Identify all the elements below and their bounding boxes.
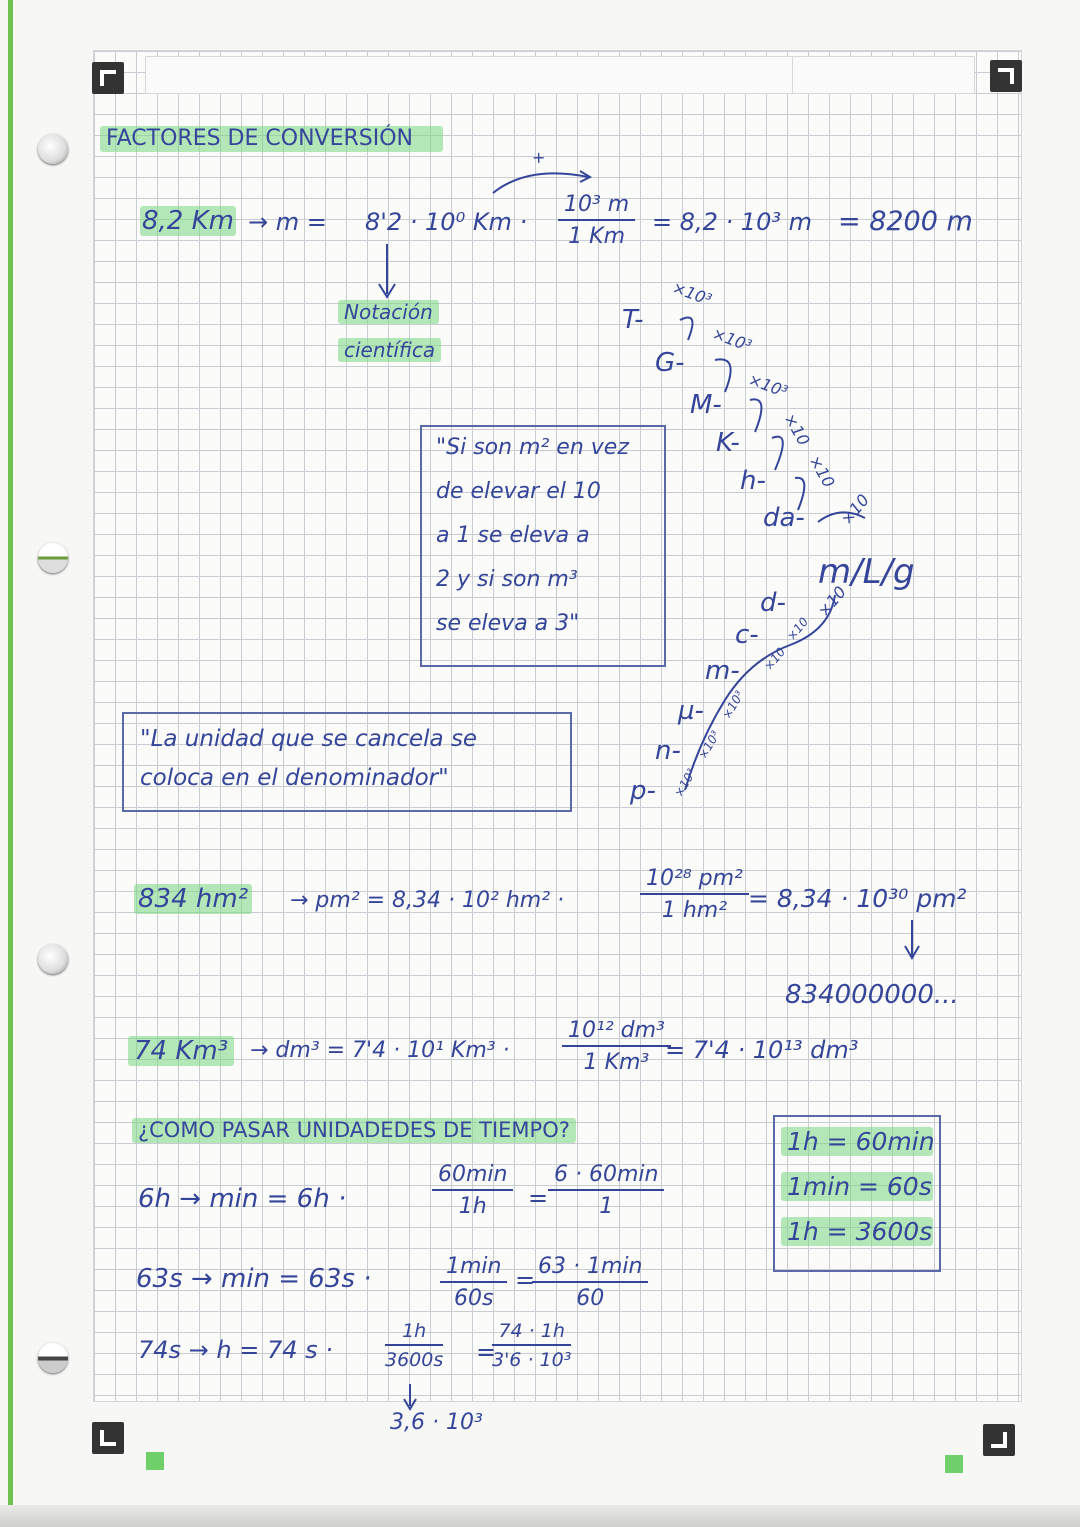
prefix-centi: c- <box>735 620 759 650</box>
quote-box: "La unidad que se cancela se coloca en el denominador" <box>122 712 572 812</box>
corner-marker-icon <box>983 1424 1015 1456</box>
prefix-nano: n- <box>655 736 681 766</box>
example1-conv: → m = <box>248 208 327 236</box>
exponent-note-box: "Si son m² en vez de elevar el 10 a 1 se eleva a 2 y si son m³ se eleva a 3" <box>420 425 666 667</box>
equivalence-hour-min: 1h = 60min <box>781 1127 933 1156</box>
corner-marker-icon <box>990 60 1022 92</box>
factor-label: ×10³ <box>719 688 747 722</box>
down-arrow-icon <box>900 918 924 960</box>
example2-given: 834 hm² <box>134 884 252 914</box>
page-bottom-edge <box>0 1505 1080 1527</box>
green-marker <box>945 1455 963 1473</box>
equals-sign: = <box>515 1266 536 1294</box>
prefix-arrows-icon <box>640 300 880 810</box>
example1-result2: = 8200 m <box>838 206 973 237</box>
factor-label: ×10³ <box>745 369 791 402</box>
arrow-note: + <box>532 148 546 167</box>
example1-sci: 8'2 · 10⁰ Km · <box>365 208 528 236</box>
example1-given: 8,2 Km <box>142 206 234 236</box>
prefix-mega: M- <box>690 390 722 420</box>
example3-fraction: $\frac{\text{10¹² dm³}}{\text{1 Km³}}$ <box>562 1018 671 1075</box>
example3-given: 74 Km³ <box>128 1036 234 1066</box>
prefix-deci: d- <box>760 588 786 618</box>
factor-label: ×10 <box>836 490 874 529</box>
example3-result: = 7'4 · 10¹³ dm³ <box>665 1036 859 1064</box>
prefix-micro: µ- <box>678 696 704 726</box>
equivalence-min-sec: 1min = 60s <box>781 1172 933 1201</box>
example3-conv: → dm³ = 7'4 · 10¹ Km³ · <box>250 1038 510 1063</box>
prefix-kilo: K- <box>716 428 740 458</box>
example1-fraction: $\frac{\text{10³ m}}{1 Km}$ <box>558 192 635 249</box>
punch-hole <box>38 543 68 573</box>
binder-edge <box>8 0 13 1527</box>
factor-label: ×10 <box>780 410 814 449</box>
note-line-1: Notación <box>338 300 439 324</box>
time-section-title: ¿COMO PASAR UNIDADEDES DE TIEMPO? <box>132 1118 576 1143</box>
example2-result: = 8,34 · 10³⁰ pm² <box>748 884 967 913</box>
time-example-3-lhs: 74s → h = 74 s · <box>138 1336 333 1364</box>
time-example-1-result: 6 · 60min 1 <box>548 1162 664 1219</box>
header-field <box>145 56 975 94</box>
curved-arrow-icon <box>488 165 598 195</box>
time-example-3-fraction: $\frac{1h}{3600s}$ <box>385 1320 444 1371</box>
punch-hole <box>38 944 68 974</box>
example1-result1: = 8,2 · 10³ m <box>652 208 812 236</box>
equals-sign: = <box>528 1184 549 1212</box>
note-line-2: científica <box>338 338 441 362</box>
equivalence-hour-sec: 1h = 3600s <box>781 1217 933 1246</box>
time-example-1-fraction: 60min 1h <box>432 1162 513 1219</box>
factor-label: ×10³ <box>669 277 715 310</box>
prefix-mili: m- <box>705 656 740 686</box>
time-equivalences-box <box>773 1115 941 1272</box>
page-title: FACTORES DE CONVERSIÓN <box>100 126 443 152</box>
example2-conv: → pm² = 8,34 · 10² hm² · <box>290 888 565 913</box>
prefix-deca: da- <box>763 503 805 533</box>
factor-label: ×10³ <box>671 766 699 800</box>
factor-label: ×10 <box>813 582 851 621</box>
punch-hole <box>38 1343 68 1373</box>
base-unit: m/L/g <box>818 552 915 592</box>
prefix-giga: G- <box>655 348 685 378</box>
factor-label: ×10³ <box>709 323 755 356</box>
time-example-3-result: $\frac{74 \cdot 1h}{\text{3'6 · 10³}}$ <box>492 1320 572 1371</box>
prefix-hecto: h- <box>740 466 766 496</box>
example2-expanded: 834000000... <box>785 980 959 1010</box>
equals-sign: = <box>476 1338 497 1366</box>
example2-fraction: $\frac{\text{10²⁸ pm²}}{\text{1 hm²}}$ <box>640 866 749 923</box>
prefix-tera: T- <box>622 305 644 335</box>
corner-marker-icon <box>92 62 124 94</box>
prefix-pico: p- <box>630 776 656 806</box>
time-example-2-result: 63 · 1min 60 <box>532 1254 648 1311</box>
down-arrow-icon <box>400 1382 420 1412</box>
punch-hole <box>38 134 68 164</box>
corner-marker-icon <box>92 1422 124 1454</box>
time-example-2-fraction: 1min 60s <box>440 1254 507 1311</box>
factor-label: ×10 <box>784 614 812 644</box>
down-arrow-icon <box>372 242 402 302</box>
time-note: 3,6 · 10³ <box>390 1410 483 1435</box>
factor-label: ×10³ <box>695 728 723 762</box>
factor-label: ×10 <box>761 644 789 674</box>
time-example-1-lhs: 6h → min = 6h · <box>138 1184 347 1214</box>
time-example-2-lhs: 63s → min = 63s · <box>136 1264 372 1294</box>
green-marker <box>146 1452 164 1470</box>
factor-label: ×10 <box>805 452 839 491</box>
